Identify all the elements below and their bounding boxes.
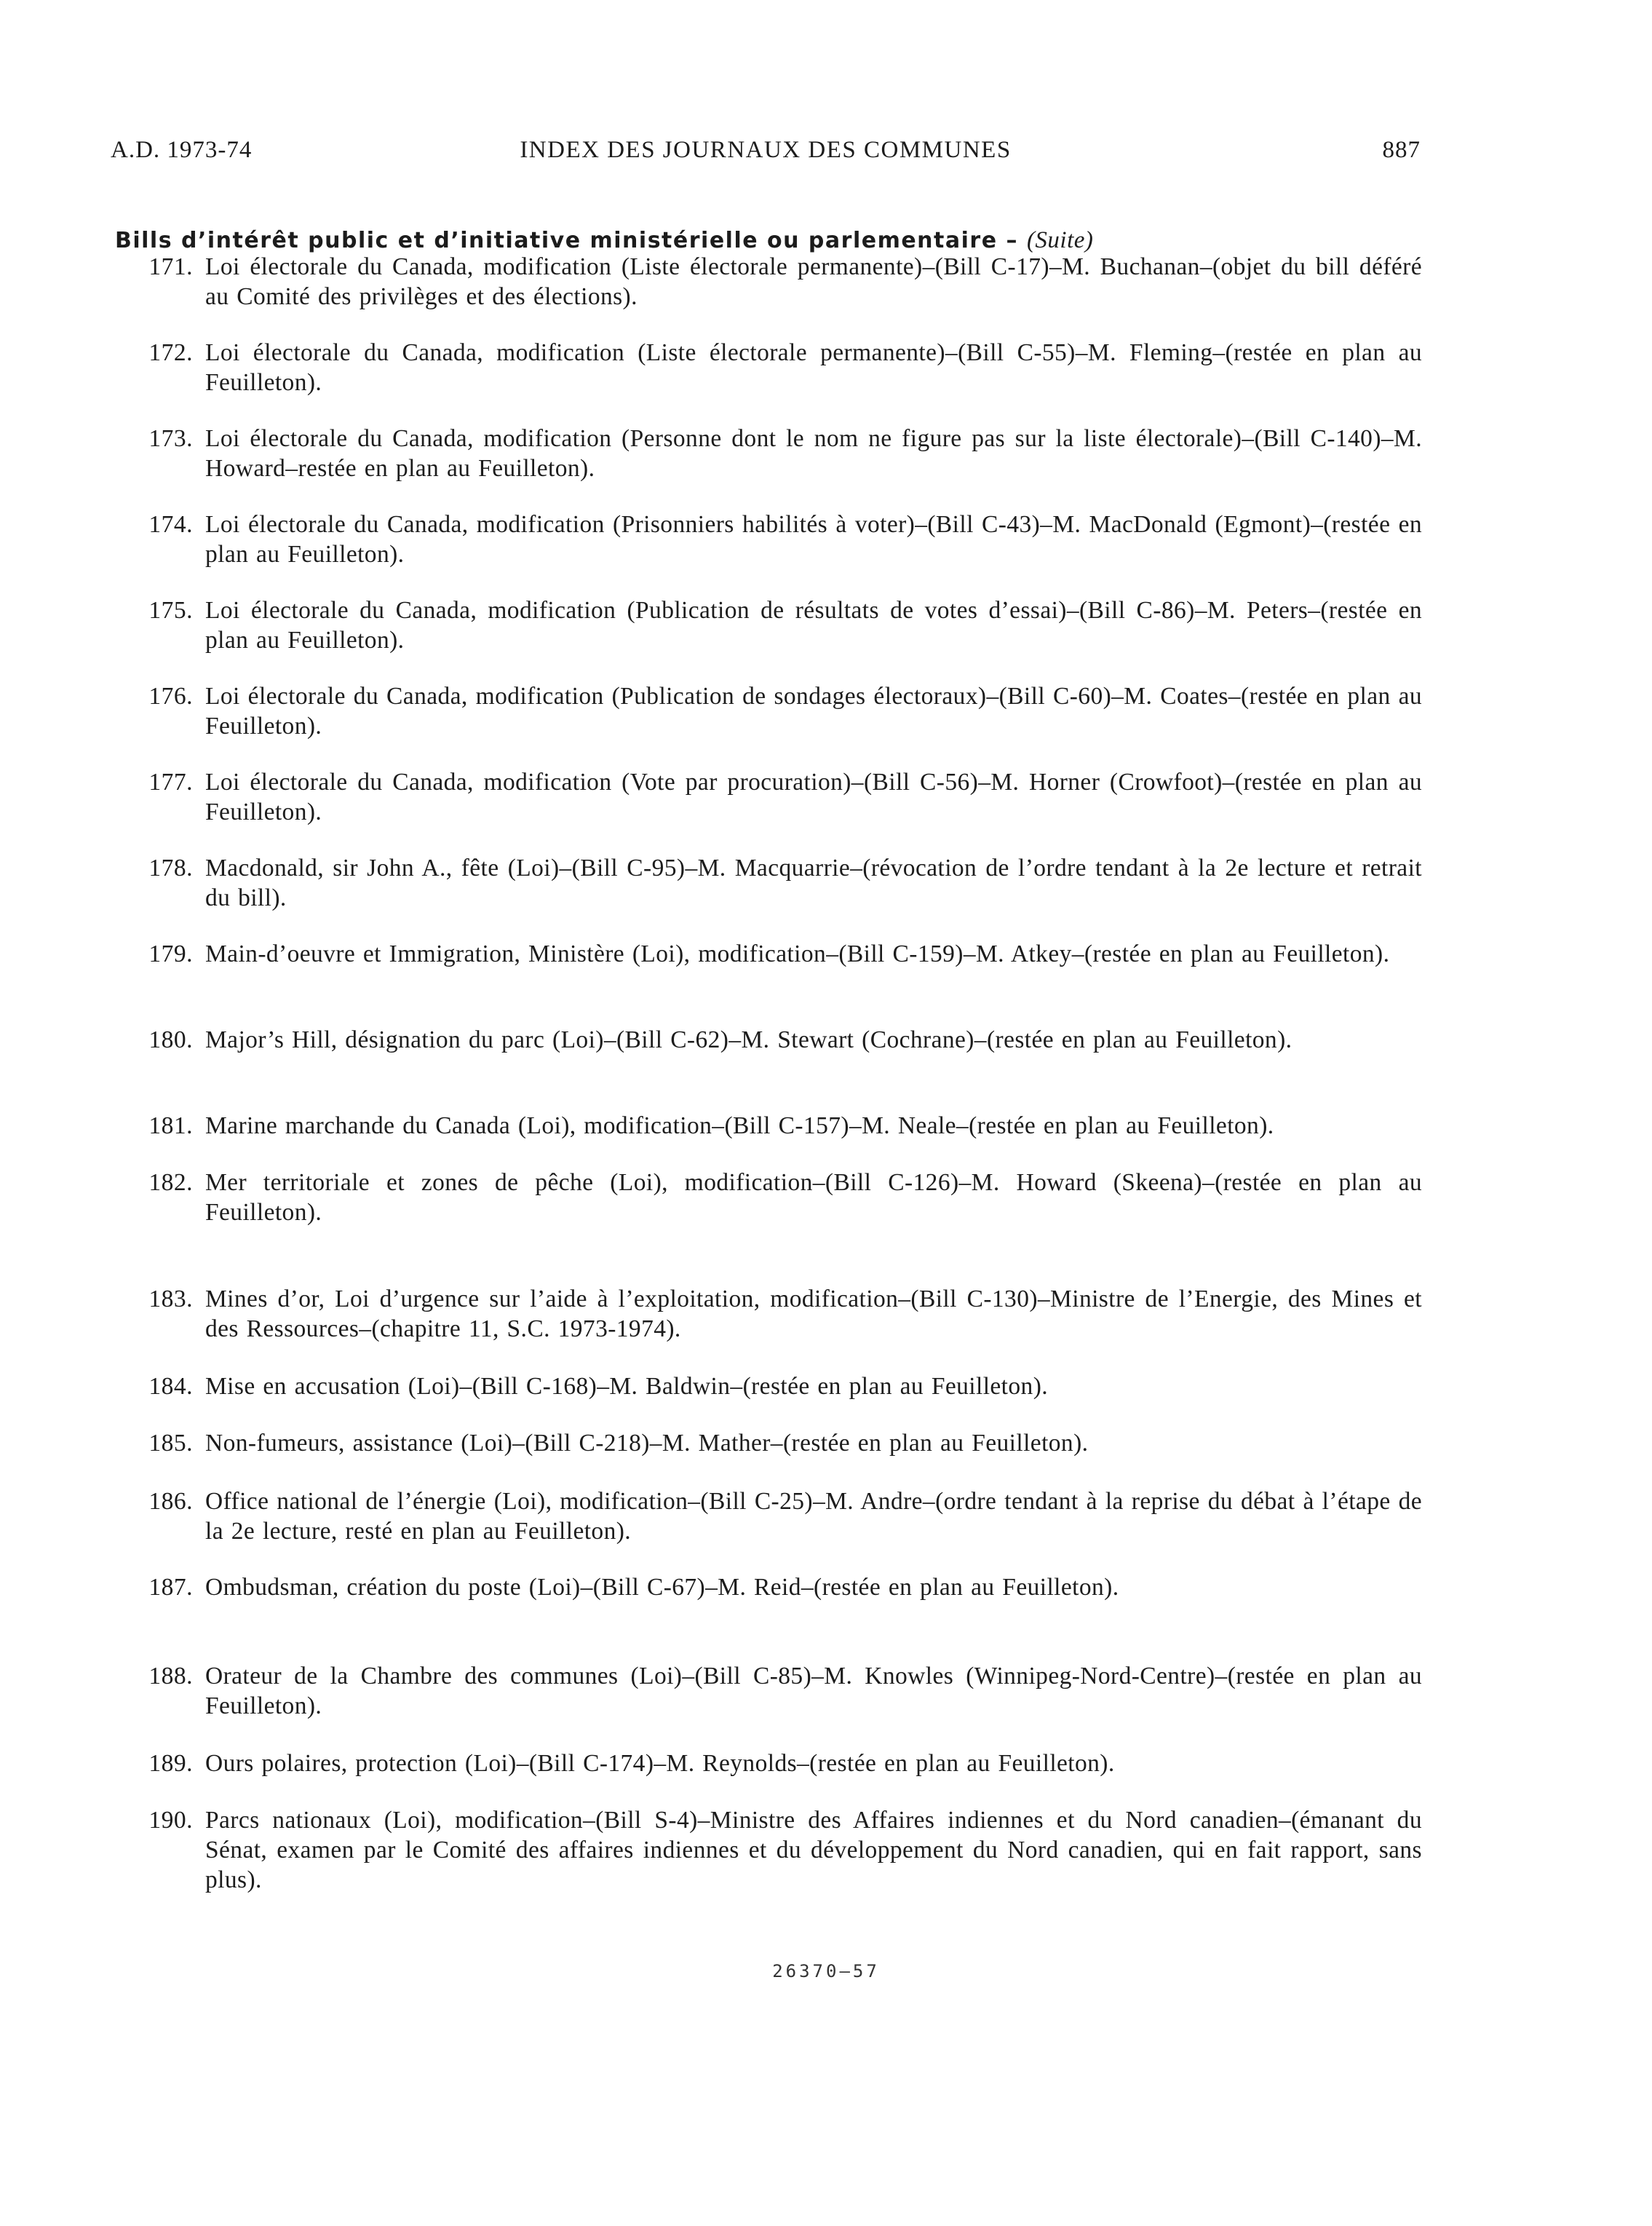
entry-text: Major’s Hill, désignation du parc (Loi)–(Bill C-62)–M. Stewart (Cochrane)–(restée en plan au Feuilleton). (205, 1026, 1292, 1053)
entry-number: 183. (148, 1286, 193, 1312)
entry-number: 174. (148, 511, 193, 538)
section-heading (115, 227, 1093, 254)
index-entry (124, 1486, 1422, 1546)
index-entry (124, 1025, 1422, 1055)
index-entry (124, 424, 1422, 483)
entry-number: 179. (148, 940, 193, 967)
entry-number: 186. (148, 1488, 193, 1515)
index-entry (124, 1572, 1422, 1602)
page-number: 887 (1382, 137, 1421, 163)
entry-number: 181. (148, 1112, 193, 1139)
entry-number: 177. (148, 769, 193, 796)
index-entry (124, 1168, 1422, 1227)
entry-number: 182. (148, 1169, 193, 1196)
entry-text: Loi électorale du Canada, modification (Liste électorale permanente)–(Bill C-55)–M. Fleming–(restée en plan au Feuilleton). (205, 339, 1422, 396)
entry-text: Mines d’or, Loi d’urgence sur l’aide à l’exploitation, modification–(Bill C-130)–Ministre de l’Energie, des Mines et des Ressources–(chapitre 11, S.C. 1973-1974). (205, 1286, 1422, 1342)
index-entry (124, 681, 1422, 741)
entry-number: 176. (148, 683, 193, 710)
entry-text: Non-fumeurs, assistance (Loi)–(Bill C-218)–M. Mather–(restée en plan au Feuilleton). (205, 1430, 1089, 1457)
entry-text: Parcs nationaux (Loi), modification–(Bill S-4)–Ministre des Affaires indiennes et du Nord canadien–(émanant du Sénat, examen par le Comité des affaires indiennes et du développement du Nord canadien, qui en fait rapport, sans plus). (205, 1807, 1422, 1893)
index-entry (124, 252, 1422, 312)
index-entry (124, 1111, 1422, 1141)
index-entry (124, 1805, 1422, 1895)
entry-number: 171. (148, 253, 193, 280)
print-code: 26370–57 (772, 1961, 880, 1981)
section-continued: (Suite) (1026, 227, 1094, 253)
entry-number: 178. (148, 855, 193, 882)
index-entry (124, 338, 1422, 397)
entry-number: 172. (148, 339, 193, 366)
entry-number: 189. (148, 1750, 193, 1777)
entry-text: Office national de l’énergie (Loi), modification–(Bill C-25)–M. Andre–(ordre tendant à la reprise du débat à l’étape de la 2e lecture, resté en plan au Feuilleton). (205, 1488, 1422, 1545)
entry-text: Loi électorale du Canada, modification (Vote par procuration)–(Bill C-56)–M. Horner (Crowfoot)–(restée en plan au Feuilleton). (205, 769, 1422, 825)
section-heading-text: Bills d’intérêt public et d’initiative ministérielle ou parlementaire – (115, 228, 1027, 253)
entry-text: Ombudsman, création du poste (Loi)–(Bill C-67)–M. Reid–(restée en plan au Feuilleton). (205, 1574, 1119, 1601)
header-year: A.D. 1973-74 (111, 137, 253, 163)
entry-number: 190. (148, 1807, 193, 1834)
index-entry (124, 939, 1422, 969)
entry-text: Main-d’oeuvre et Immigration, Ministère (Loi), modification–(Bill C-159)–M. Atkey–(restée en plan au Feuilleton). (205, 940, 1390, 967)
index-entry (124, 1661, 1422, 1721)
entry-text: Loi électorale du Canada, modification (Publication de sondages électoraux)–(Bill C-60)–M. Coates–(restée en plan au Feuilleton). (205, 683, 1422, 740)
index-entry (124, 1748, 1422, 1778)
entry-text: Loi électorale du Canada, modification (Liste électorale permanente)–(Bill C-17)–M. Buchanan–(objet du bill déféré au Comité des privilèges et des élections). (205, 253, 1422, 310)
entry-text: Macdonald, sir John A., fête (Loi)–(Bill C-95)–M. Macquarrie–(révocation de l’ordre tendant à la 2e lecture et retrait du bill). (205, 855, 1422, 911)
entry-number: 173. (148, 425, 193, 452)
entry-number: 175. (148, 597, 193, 624)
index-entry (124, 510, 1422, 569)
index-entry (124, 1371, 1422, 1401)
header-title: INDEX DES JOURNAUX DES COMMUNES (520, 137, 1012, 163)
page-header (111, 137, 1421, 181)
entry-text: Mise en accusation (Loi)–(Bill C-168)–M. Baldwin–(restée en plan au Feuilleton). (205, 1373, 1049, 1400)
entry-text: Loi électorale du Canada, modification (Publication de résultats de votes d’essai)–(Bill C-86)–M. Peters–(restée en plan au Feuilleton). (205, 597, 1422, 654)
entry-number: 188. (148, 1663, 193, 1690)
entry-text: Marine marchande du Canada (Loi), modification–(Bill C-157)–M. Neale–(restée en plan au Feuilleton). (205, 1112, 1274, 1139)
index-entry (124, 767, 1422, 827)
index-entry (124, 1284, 1422, 1344)
index-entry (124, 853, 1422, 913)
entry-text: Loi électorale du Canada, modification (Prisonniers habilités à voter)–(Bill C-43)–M. MacDonald (Egmont)–(restée en plan au Feuilleton). (205, 511, 1422, 568)
index-entry (124, 1428, 1422, 1458)
entry-number: 185. (148, 1430, 193, 1457)
entry-number: 184. (148, 1373, 193, 1400)
entry-text: Ours polaires, protection (Loi)–(Bill C-174)–M. Reynolds–(restée en plan au Feuilleton). (205, 1750, 1115, 1777)
entry-text: Orateur de la Chambre des communes (Loi)–(Bill C-85)–M. Knowles (Winnipeg-Nord-Centre)–(restée en plan au Feuilleton). (205, 1663, 1422, 1719)
entry-number: 187. (148, 1574, 193, 1601)
entry-text: Loi électorale du Canada, modification (Personne dont le nom ne figure pas sur la liste électorale)–(Bill C-140)–M. Howard–restée en plan au Feuilleton). (205, 425, 1422, 482)
index-entry (124, 595, 1422, 655)
entry-number: 180. (148, 1026, 193, 1053)
entry-text: Mer territoriale et zones de pêche (Loi), modification–(Bill C-126)–M. Howard (Skeena)–(restée en plan au Feuilleton). (205, 1169, 1422, 1226)
